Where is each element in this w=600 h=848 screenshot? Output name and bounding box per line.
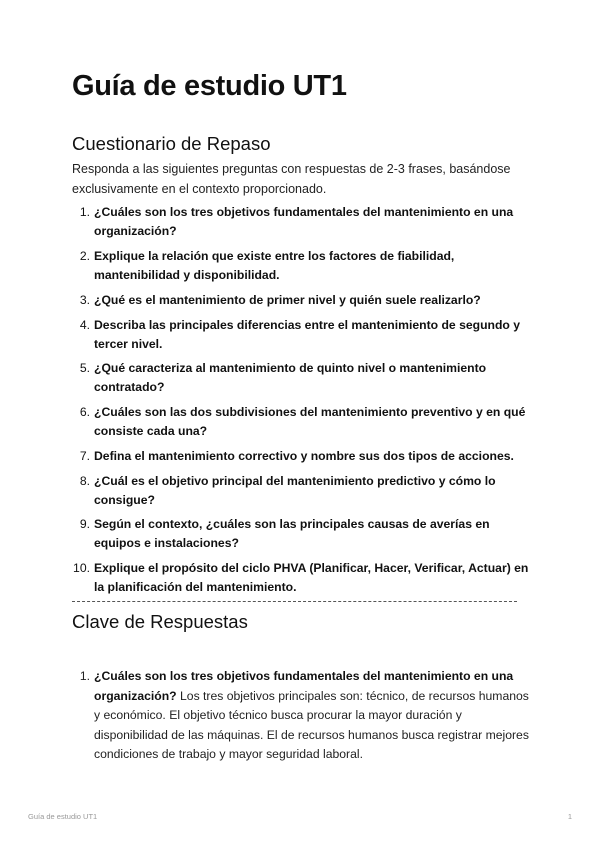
- question-number: 8.: [79, 474, 90, 488]
- question-number: 7.: [79, 449, 90, 463]
- question-text: ¿Cuáles son los tres objetivos fundamentales del mantenimiento en una organización?: [94, 205, 514, 238]
- footer-page-number: 1: [567, 812, 572, 821]
- question-item: [79, 515, 534, 552]
- question-text: ¿Qué es el mantenimiento de primer nivel y quién suele realizarlo?: [94, 293, 481, 307]
- question-item: [79, 403, 534, 440]
- question-text: Describa las principales diferencias entre el mantenimiento de segundo y tercer nivel.: [94, 318, 521, 351]
- answer-text: Los tres objetivos principales son: técnico, de recursos humanos y económico. El objetivo técnico busca procurar la mayor duración y disponibilidad de las máquinas. El de recursos humanos busca registrar mejores condiciones de trabajo y mayor seguridad laboral.: [94, 688, 529, 761]
- question-number: 4.: [79, 318, 90, 332]
- question-number: 1.: [79, 205, 90, 219]
- question-text: Explique el propósito del ciclo PHVA (Planificar, Hacer, Verificar, Actuar) en la planificación del mantenimiento.: [94, 561, 529, 594]
- question-number: 9.: [79, 517, 90, 531]
- question-text: Defina el mantenimiento correctivo y nombre sus dos tipos de acciones.: [94, 449, 514, 463]
- section-heading-clave: Clave de Respuestas: [72, 611, 248, 632]
- question-item: [79, 316, 534, 353]
- question-item: [79, 447, 534, 466]
- footer-title: Guía de estudio UT1: [28, 812, 98, 821]
- question-item: [79, 203, 534, 240]
- page-title: Guía de estudio UT1: [72, 70, 347, 102]
- section-heading-cuestionario: Cuestionario de Repaso: [72, 133, 271, 154]
- cuestionario-intro: Responda a las siguientes preguntas con respuestas de 2-3 frases, basándose exclusivamente en el contexto proporcionado.: [72, 162, 511, 196]
- question-number: 3.: [79, 293, 90, 307]
- question-item: [79, 359, 534, 396]
- question-text: ¿Qué caracteriza al mantenimiento de quinto nivel o mantenimiento contratado?: [94, 361, 487, 394]
- section-divider: [72, 601, 517, 602]
- question-item: [79, 472, 534, 509]
- question-item: [79, 247, 534, 284]
- question-number: 6.: [79, 405, 90, 419]
- answer-item: [79, 667, 534, 765]
- question-number: 10.: [73, 561, 90, 575]
- answer-number: 1.: [79, 669, 90, 683]
- answer-question: ¿Cuáles son los tres objetivos fundamentales del mantenimiento en una organización?: [94, 669, 514, 703]
- question-item: [73, 559, 534, 596]
- question-number: 5.: [79, 361, 90, 375]
- question-text: Explique la relación que existe entre los factores de fiabilidad, mantenibilidad y disponibilidad.: [94, 249, 455, 282]
- question-text: ¿Cuáles son las dos subdivisiones del mantenimiento preventivo y en qué consiste cada una?: [94, 405, 526, 438]
- question-number: 2.: [79, 249, 90, 263]
- question-item: [79, 291, 534, 310]
- question-text: ¿Cuál es el objetivo principal del mantenimiento predictivo y cómo lo consigue?: [94, 474, 496, 507]
- question-text: Según el contexto, ¿cuáles son las principales causas de averías en equipos e instalaciones?: [94, 517, 490, 550]
